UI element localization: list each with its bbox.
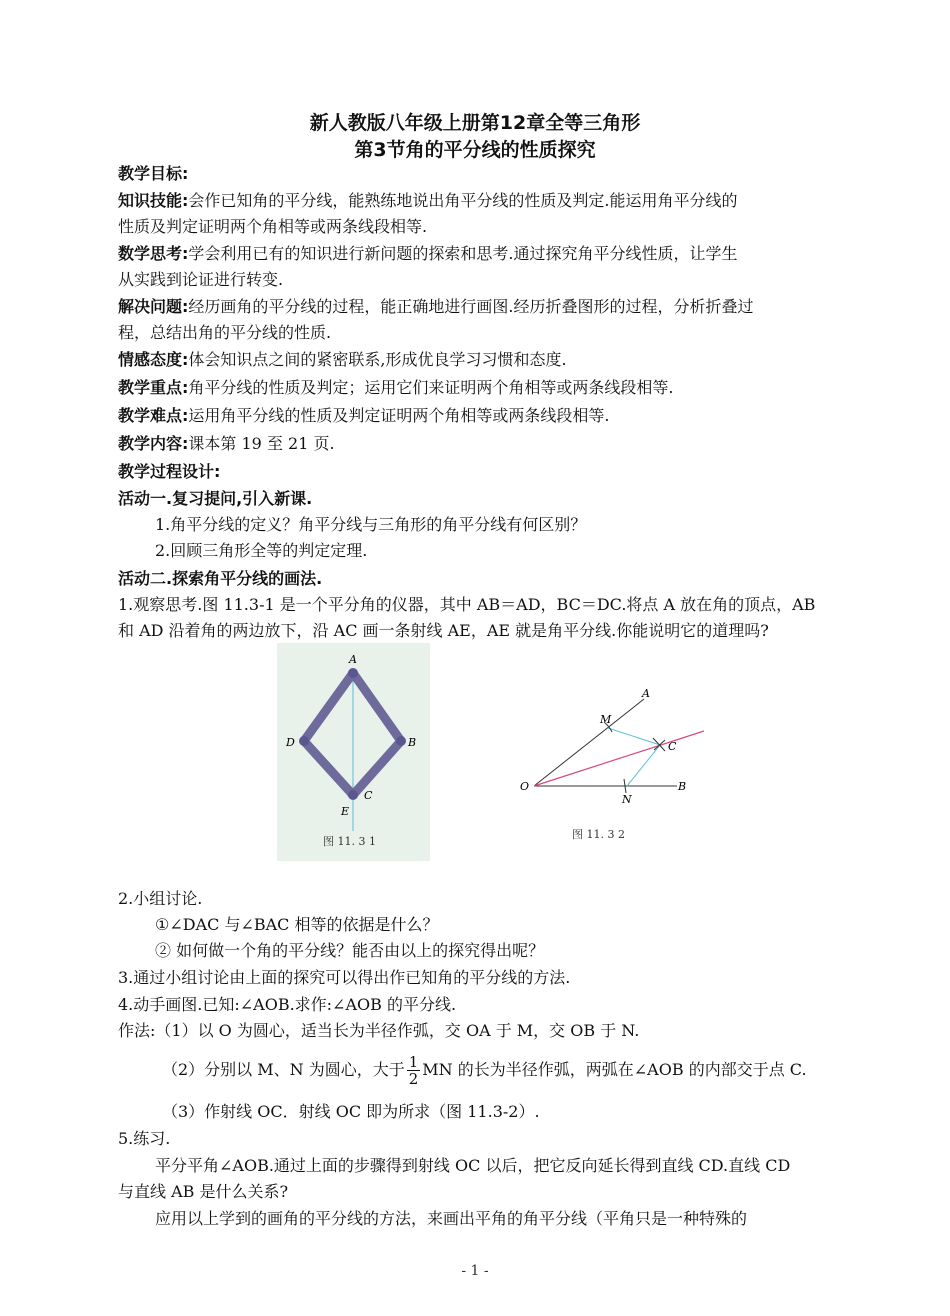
problem-line-1 xyxy=(118,296,838,318)
fraction-one-half xyxy=(407,1054,421,1087)
doc-title: 新人教版八年级上册第12章全等三角形 xyxy=(309,112,641,134)
label-e: E xyxy=(341,805,350,818)
label-m: M xyxy=(600,713,612,726)
step-4-method-2 xyxy=(162,1052,882,1088)
angle-bisector-construction-diagram xyxy=(512,685,712,850)
bisector-ray-oc xyxy=(534,731,704,786)
step-2-question-1: ①∠DAC 与∠BAC 相等的依据是什么？ xyxy=(155,915,439,934)
difficulty-label: 教学难点: xyxy=(118,406,189,425)
attitude-label: 情感态度: xyxy=(118,350,189,369)
attitude-text: 体会知识点之间的紧密联系,形成优良学习习惯和态度. xyxy=(188,350,567,369)
thinking-text-1: 学会利用已有的知识进行新问题的探索和思考.通过探究角平分线性质，让学生 xyxy=(188,244,738,263)
label-c: C xyxy=(668,740,677,753)
key-text: 角平分线的性质及判定；运用它们来证明两个角相等或两条线段相等. xyxy=(188,378,674,397)
page-number: - 1 - xyxy=(461,1263,489,1279)
step-4-method-3: （3）作射线 OC．射线 OC 即为所求（图 11.3-2）. xyxy=(162,1102,540,1121)
joint-b xyxy=(396,736,406,746)
label-n: N xyxy=(622,793,632,806)
activity-2-line-2: 和 AD 沿着角的两边放下，沿 AC 画一条射线 AE，AE 就是角平分线.你能说明它的道理吗? xyxy=(118,621,769,640)
label-c: C xyxy=(364,789,373,802)
label-a: A xyxy=(642,687,650,700)
figure-1-caption: 图 11. 3 1 xyxy=(323,835,376,848)
ray-oa xyxy=(534,699,644,786)
skills-label: 知识技能: xyxy=(118,191,189,210)
goals-heading: 教学目标: xyxy=(118,164,189,183)
step-4-method-1: 作法:（1）以 O 为圆心，适当长为半径作弧，交 OA 于 M，交 OB 于 N. xyxy=(118,1021,640,1040)
process-heading: 教学过程设计: xyxy=(118,462,221,481)
joint-c xyxy=(348,790,358,800)
method-2-text-b: MN 的长为半径作弧，两弧在∠AOB 的内部交于点 C. xyxy=(422,1060,807,1079)
step-3: 3.通过小组讨论由上面的探究可以得出作已知角的平分线的方法. xyxy=(118,968,571,987)
joint-a xyxy=(348,668,358,678)
rod-ad xyxy=(304,673,353,741)
fraction-denominator: 2 xyxy=(408,1070,419,1088)
activity-2-line-1: 1.观察思考.图 11.3-1 是一个平分角的仪器，其中 AB＝AD，BC＝DC.将点 A 放在角的顶点，AB xyxy=(118,595,816,614)
label-o: O xyxy=(520,780,530,793)
thinking-line-2: 从实践到论证进行转变. xyxy=(118,270,284,289)
step-4: 4.动手画图.已知:∠AOB.求作:∠AOB 的平分线. xyxy=(118,995,457,1014)
key-label: 教学重点: xyxy=(118,378,189,397)
label-a: A xyxy=(349,653,357,666)
method-2-text-a: （2）分别以 M、N 为圆心，大于 xyxy=(162,1060,405,1079)
difficulty-line xyxy=(118,405,838,427)
thinking-line-1 xyxy=(118,243,838,265)
content-text: 课本第 19 至 21 页. xyxy=(188,434,335,453)
step-5-line-3: 应用以上学到的画角的平分线的方法，来画出平角的角平分线（平角只是一种特殊的 xyxy=(155,1209,748,1228)
step-2: 2.小组讨论. xyxy=(118,889,203,908)
skills-line-1 xyxy=(118,190,838,212)
activity-1-heading: 活动一.复习提问,引入新课. xyxy=(118,489,313,508)
step-5: 5.练习. xyxy=(118,1129,171,1148)
activity-1-question-1: 1.角平分线的定义？角平分线与三角形的角平分线有何区别？ xyxy=(155,515,587,534)
fraction-numerator: 1 xyxy=(408,1053,419,1071)
label-b: B xyxy=(408,736,417,749)
skills-text-1: 会作已知角的平分线，能熟练地说出角平分线的性质及判定.能运用角平分线的 xyxy=(188,191,738,210)
label-d: D xyxy=(286,736,295,749)
step-2-question-2: ② 如何做一个角的平分线？能否由以上的探究得出呢？ xyxy=(155,941,545,960)
figure-2-caption: 图 11. 3 2 xyxy=(572,828,625,841)
thinking-label: 数学思考: xyxy=(118,244,189,263)
figure-11-3-1 xyxy=(277,643,430,861)
content-label: 教学内容: xyxy=(118,434,189,453)
key-line xyxy=(118,377,838,399)
problem-text-1: 经历画角的平分线的过程，能正确地进行画图.经历折叠图形的过程，分析折叠过 xyxy=(188,297,754,316)
attitude-line xyxy=(118,349,838,371)
figure-11-3-2 xyxy=(512,685,712,850)
rod-dc xyxy=(304,741,353,795)
label-b: B xyxy=(678,780,687,793)
activity-2-heading: 活动二.探索角平分线的画法. xyxy=(118,569,323,588)
rod-ab xyxy=(353,673,401,741)
activity-1-question-2: 2.回顾三角形全等的判定定理. xyxy=(155,541,368,560)
difficulty-text: 运用角平分线的性质及判定证明两个角相等或两条线段相等. xyxy=(188,406,610,425)
angle-bisector-instrument-diagram xyxy=(277,643,430,861)
doc-subtitle: 第3节角的平分线的性质探究 xyxy=(354,139,596,161)
problem-label: 解决问题: xyxy=(118,297,189,316)
content-line xyxy=(118,433,838,455)
joint-d xyxy=(299,736,309,746)
rod-bc xyxy=(353,741,401,795)
step-5-line-2: 与直线 AB 是什么关系? xyxy=(118,1182,289,1201)
skills-line-2: 性质及判定证明两个角相等或两条线段相等. xyxy=(118,217,428,236)
step-5-line-1: 平分平角∠AOB.通过上面的步骤得到射线 OC 以后，把它反向延长得到直线 CD.直线 CD xyxy=(155,1156,791,1175)
segment-mc xyxy=(608,728,660,745)
problem-line-2: 程，总结出角的平分线的性质. xyxy=(118,323,332,342)
